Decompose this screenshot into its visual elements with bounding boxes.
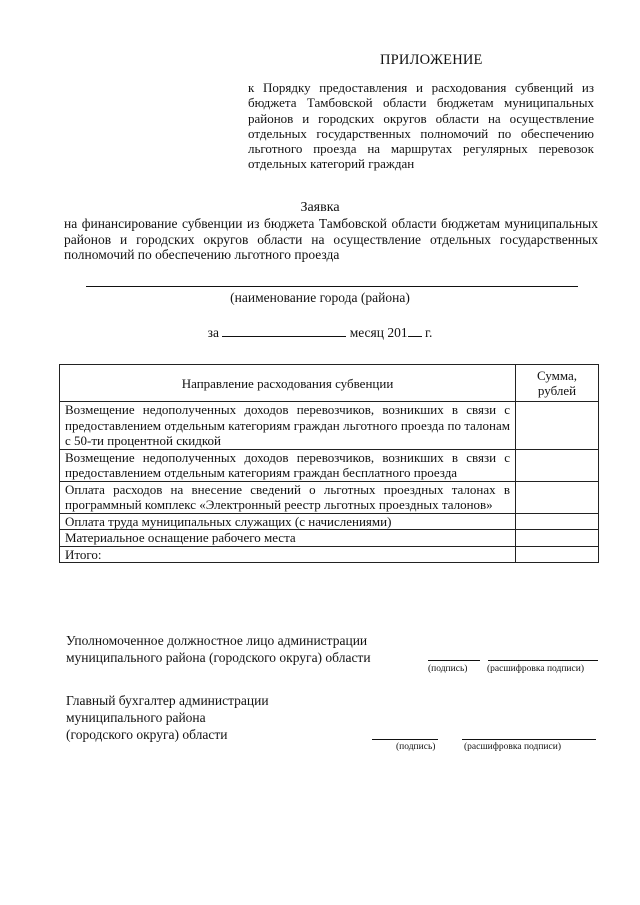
request-title: Заявка <box>300 200 340 215</box>
period-line <box>0 325 640 341</box>
accountant-title-line2: муниципального района <box>66 710 206 725</box>
row-description: Оплата труда муниципальных служащих (с начислениями) <box>60 513 516 530</box>
official-signature-block <box>66 632 371 666</box>
table-row <box>60 481 599 513</box>
period-prefix: за <box>207 325 219 340</box>
accountant-title-line3: (городского округа) области <box>66 727 228 742</box>
accountant-signature-label: (подпись) <box>396 742 436 752</box>
appendix-title: ПРИЛОЖЕНИЕ <box>380 52 483 68</box>
row-sum-cell[interactable] <box>516 481 599 513</box>
table-row <box>60 402 599 450</box>
row-description: Оплата расходов на внесение сведений о льготных проездных талонах в программный комплекс «Электронный реестр льготных проездных талонов» <box>60 481 516 513</box>
period-middle: месяц 201 <box>349 325 408 340</box>
expense-table <box>59 364 599 563</box>
table-row <box>60 513 599 530</box>
appendix-text: к Порядку предоставления и расходования субвенций из бюджета Тамбовской области бюджетам муниципальных районов и городских округов области на осуществление отдельных государственных полномочий по обеспечению льготного проезда на маршрутах регулярных перевозок отдельных категорий граждан <box>248 80 594 172</box>
accountant-decode-line[interactable] <box>462 739 596 740</box>
table-row <box>60 449 599 481</box>
official-decode-label: (расшифровка подписи) <box>487 664 584 674</box>
row-sum-cell[interactable] <box>516 449 599 481</box>
official-title-line2: муниципального района (городского округа) области <box>66 650 371 665</box>
accountant-signature-block <box>66 692 269 743</box>
accountant-decode-label: (расшифровка подписи) <box>464 742 561 752</box>
row-description: Материальное оснащение рабочего места <box>60 530 516 547</box>
row-sum-cell[interactable] <box>516 513 599 530</box>
accountant-signature-line[interactable] <box>372 739 438 740</box>
period-suffix: г. <box>425 325 433 340</box>
city-caption: (наименование города (района) <box>230 290 410 305</box>
row-sum-cell[interactable] <box>516 402 599 450</box>
header-direction: Направление расходования субвенции <box>60 365 516 402</box>
official-signature-label: (подпись) <box>428 664 468 674</box>
official-decode-line[interactable] <box>488 660 598 661</box>
year-blank[interactable] <box>408 336 422 337</box>
official-title-line1: Уполномоченное должностное лицо администрации <box>66 633 368 648</box>
accountant-title-line1: Главный бухгалтер администрации <box>66 693 269 708</box>
table-header-row <box>60 365 599 402</box>
request-text: на финансирование субвенции из бюджета Тамбовской области бюджетам муниципальных районов и городских округов области на осуществление отдельных государственных полномочий по обеспечению льготного проезда <box>64 216 598 262</box>
total-label: Итого: <box>60 546 516 563</box>
official-signature-line[interactable] <box>428 660 480 661</box>
header-sum: Сумма, рублей <box>516 365 599 402</box>
table-total-row <box>60 546 599 563</box>
row-description: Возмещение недополученных доходов перевозчиков, возникших в связи с предоставлением отдельным категориям граждан бесплатного проезда <box>60 449 516 481</box>
table-row <box>60 530 599 547</box>
total-sum-cell[interactable] <box>516 546 599 563</box>
row-description: Возмещение недополученных доходов перевозчиков, возникших в связи с предоставлением отдельным категориям граждан льготного проезда по талонам с 50-ти процентной скидкой <box>60 402 516 450</box>
city-name-line[interactable] <box>86 286 578 287</box>
month-blank[interactable] <box>222 336 346 337</box>
row-sum-cell[interactable] <box>516 530 599 547</box>
